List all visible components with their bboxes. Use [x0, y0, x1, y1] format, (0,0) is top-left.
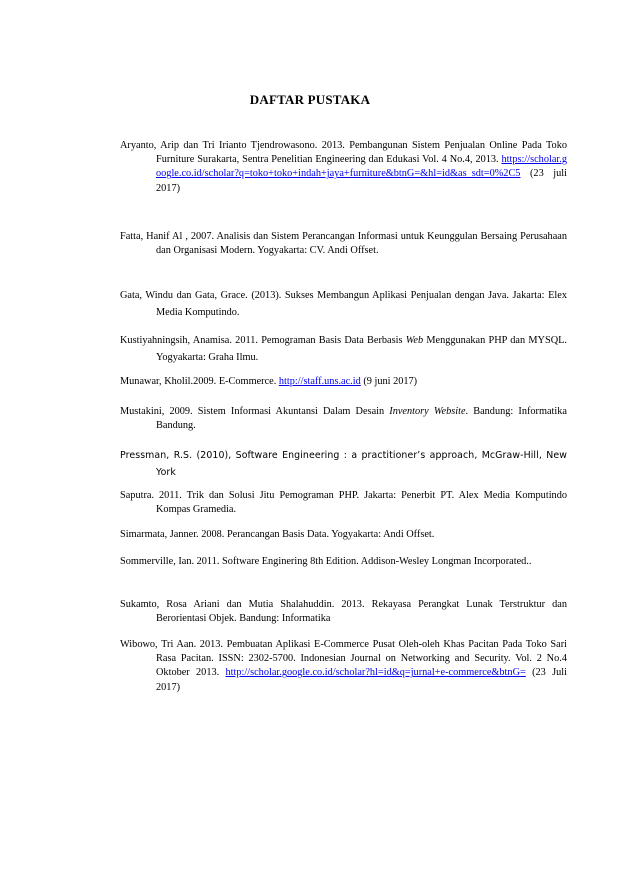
reference-item: Fatta, Hanif Al , 2007. Analisis dan Sistem Perancangan Informasi untuk Keunggulan Bersaing Perusahaan dan Organisasi Modern. Yogyakarta: CV. Andi Offset.	[120, 231, 567, 257]
italic-term: Inventory Website	[389, 406, 466, 417]
reference-item: Simarmata, Janner. 2008. Perancangan Basis Data. Yogyakarta: Andi Offset.	[120, 529, 435, 540]
reference-item: Kustiyahningsih, Anamisa. 2011. Pemograman Basis Data Berbasis Web Menggunakan PHP dan MYSQL. Yogyakarta: Graha Ilmu.	[120, 335, 567, 363]
reference-item: Munawar, Kholil.2009. E-Commerce. http://staff.uns.ac.id (9 juni 2017)	[120, 376, 418, 387]
reference-link[interactable]: https://scholar.google.co.id/scholar?q=toko+toko+indah+jaya+furniture&btnG=&hl=id&as_sdt=0%2C5	[156, 154, 567, 180]
reference-item: Saputra. 2011. Trik dan Solusi Jitu Pemograman PHP. Jakarta: Penerbit PT. Alex Media Komputindo Kompas Gramedia.	[120, 490, 567, 516]
reference-item: Aryanto, Arip dan Tri Irianto Tjendrowasono. 2013. Pembangunan Sistem Penjualan Online Pada Toko Furniture Surakarta, Sentra Penelitian Engineering dan Edukasi Vol. 4 No.4, 2013. https://scholar.google.co.id/scholar?q=toko+toko+indah+jaya+furniture&btnG=&hl=id&as_sdt=0%2C5 (23 juli 2017)	[120, 140, 567, 194]
reference-item: Pressman, R.S. (2010), Software Engineering : a practitioner’s approach, McGraw-Hill, New York	[120, 450, 567, 478]
reference-link[interactable]: http://staff.uns.ac.id	[278, 376, 361, 387]
reference-item: Wibowo, Tri Aan. 2013. Pembuatan Aplikasi E-Commerce Pusat Oleh-oleh Khas Pacitan Pada Toko Sari Rasa Pacitan. ISSN: 2302-5700. Indonesian Journal on Networking and Security. Vol. 2 No.4 Oktober 2013. http://scholar.google.co.id/scholar?hl=id&q=jurnal+e-commerce&btnG= (23 Juli 2017)	[120, 639, 567, 693]
reference-item: Mustakini, 2009. Sistem Informasi Akuntansi Dalam Desain Inventory Website. Bandung: Informatika Bandung.	[120, 406, 567, 432]
reference-item: Sommerville, Ian. 2011. Software Enginering 8th Edition. Addison-Wesley Longman Incorporated..	[120, 556, 532, 567]
reference-link[interactable]: http://scholar.google.co.id/scholar?hl=id&q=jurnal+e-commerce&btnG=	[225, 667, 526, 679]
reference-item: Sukamto, Rosa Ariani dan Mutia Shalahuddin. 2013. Rekayasa Perangkat Lunak Terstruktur dan Berorientasi Objek. Bandung: Informatika	[120, 599, 567, 625]
page-title: DAFTAR PUSTAKA	[249, 92, 371, 107]
reference-item: Gata, Windu dan Gata, Grace. (2013). Sukses Membangun Aplikasi Penjualan dengan Java. Jakarta: Elex Media Komputindo.	[120, 290, 567, 318]
italic-term: Web	[405, 335, 424, 346]
